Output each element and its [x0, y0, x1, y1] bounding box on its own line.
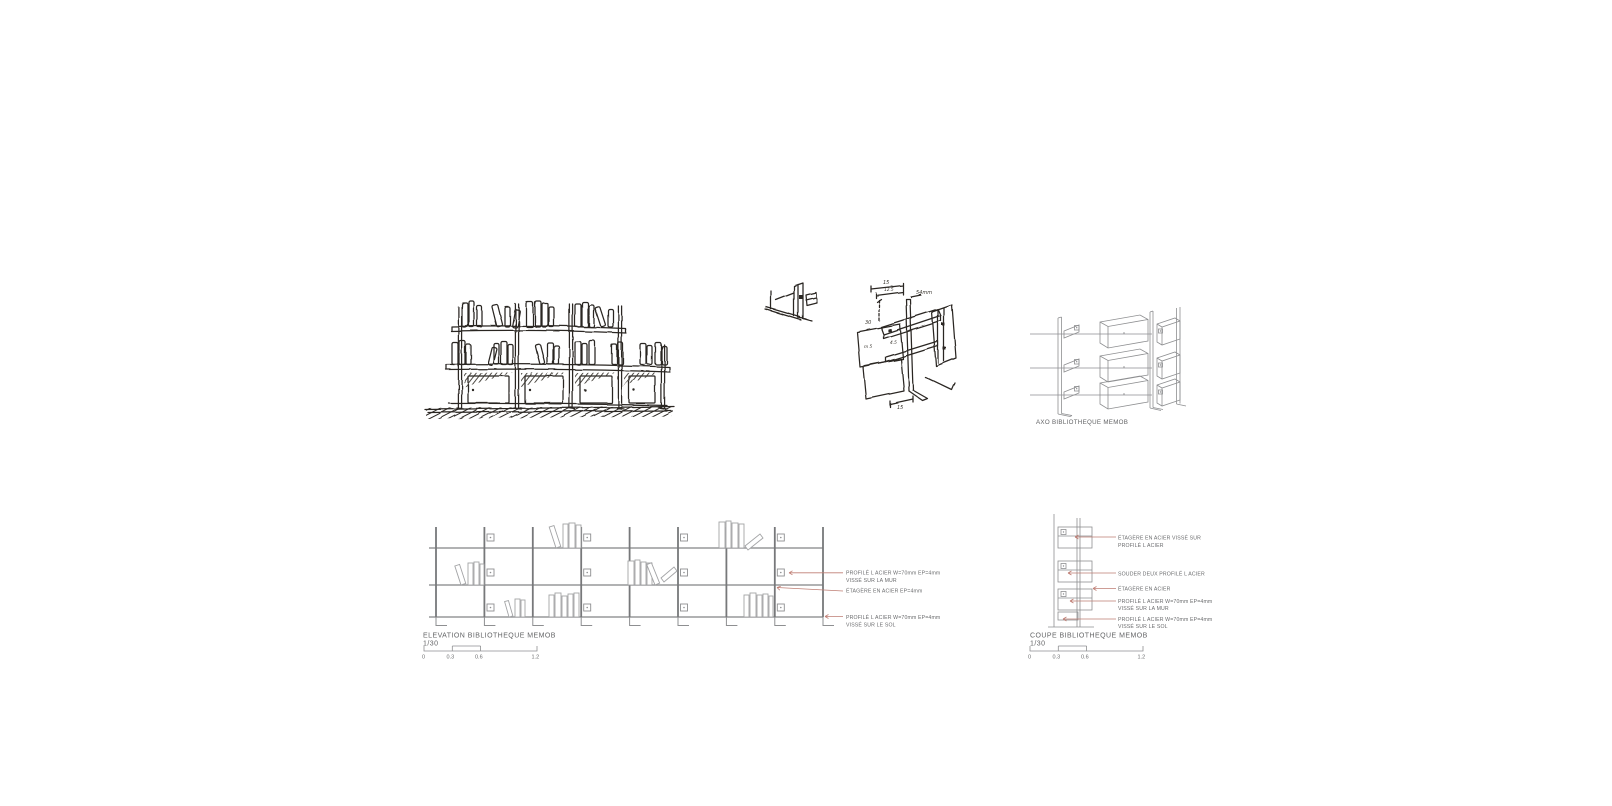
sketch-cabinet: [464, 373, 659, 404]
annotation: SOUDER DEUX PROFILÉ L ACIER: [1118, 571, 1205, 578]
axo-brackets: [1064, 325, 1079, 399]
annotation: ÉTAGÈRE EN ACIER EP=4mm: [846, 588, 923, 595]
scalebar-label: 0.6: [475, 654, 483, 661]
coupe-drawing: [1028, 514, 1212, 661]
dim-mid: m 5: [864, 345, 873, 350]
sketch-corner-detail: [765, 283, 817, 321]
scalebar-label: 1.2: [1137, 654, 1146, 661]
coupe-annotations: [1118, 535, 1212, 631]
annotation: VISSÉ SUR LA MUR: [1118, 606, 1169, 612]
axo-right-units: [1150, 307, 1186, 411]
sketch-posts: [457, 304, 667, 409]
annotation: PROFILÉ L ACIER W=70mm EP=4mm: [846, 615, 941, 621]
sketch-shelves: [446, 326, 670, 406]
coupe-scalebar: [1028, 646, 1145, 661]
elevation-title: ELEVATION BIBLIOTHEQUE MEMOB: [423, 632, 556, 640]
scalebar-label: 0.3: [446, 654, 455, 661]
annotation: PROFILÉ L ACIER: [1118, 543, 1164, 549]
dim-right: 54mm: [916, 290, 933, 296]
sketch-bookshelf: [425, 301, 674, 419]
annotation: VISSÉ SUR LE SOL: [846, 622, 896, 629]
sketch-axo-detail: [857, 280, 956, 411]
annotation: ÉTAGÈRE EN ACIER: [1118, 586, 1171, 593]
annotation: PROFILÉ L ACIER W=70mm EP=4mm: [1118, 617, 1213, 623]
annotation: PROFILÉ L ACIER W=70mm EP=4mm: [1118, 599, 1213, 605]
axo-drawing: [1030, 307, 1186, 426]
annotation: ÉTAGÈRE EN ACIER VISSÉ SUR: [1118, 535, 1202, 542]
dim-bottom: 15: [897, 405, 904, 411]
coupe-shelf-units: [1058, 527, 1092, 620]
dim-top: 15: [883, 280, 890, 286]
coupe-title: COUPE BIBLIOTHEQUE MEMOB: [1030, 632, 1148, 640]
scalebar-label: 0.3: [1052, 654, 1061, 661]
dim-top2: 12.5: [884, 288, 894, 293]
annotation: PROFILÉ L ACIER W=70mm EP=4mm: [846, 570, 941, 577]
scalebar-label: 1.2: [531, 654, 540, 661]
dim-left: 30: [865, 320, 872, 326]
sketch-books-top: [462, 301, 613, 328]
annotation: VISSÉ SUR LE SOL: [1118, 624, 1168, 630]
elevation-annotations: [846, 570, 940, 629]
scalebar-label: 0.6: [1081, 654, 1089, 661]
annotation: VISSÉ SUR LA MUR: [846, 578, 897, 584]
coupe-scale: 1/30: [1030, 640, 1046, 648]
scalebar-label: 0: [1028, 654, 1032, 661]
elevation-scale: 1/30: [423, 640, 439, 648]
sketch-books-middle: [452, 341, 667, 366]
elevation-drawing: [422, 521, 940, 661]
elevation-leaders: [777, 571, 843, 619]
dim-mid2: 4.5: [890, 341, 897, 346]
elevation-scalebar: [422, 646, 539, 661]
axo-title: AXO BIBLIOTHEQUE MEMOB: [1036, 419, 1129, 426]
scalebar-label: 0: [422, 654, 426, 661]
elevation-books: [455, 521, 773, 617]
